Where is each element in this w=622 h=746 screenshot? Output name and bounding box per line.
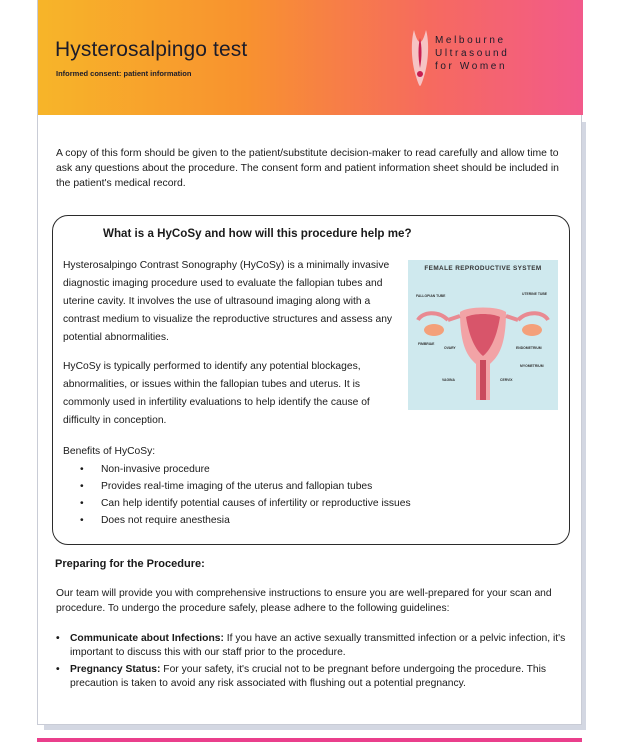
- guideline-label: Communicate about Infections:: [70, 633, 224, 644]
- logo-line-1: Melbourne: [435, 35, 506, 46]
- document-page: [37, 0, 582, 725]
- guideline-text: For your safety, it's crucial not to be pregnant before undergoing the procedure. This precaution is taken to avoid any risk associated with flushing out a potential pregnancy.: [70, 664, 547, 689]
- guidelines-list: [56, 632, 576, 694]
- intro-paragraph: A copy of this form should be given to the patient/substitute decision-maker to read carefully and allow time to ask any questions about the procedure. The consent form and patient information sheet should be included in the patient's medical record.: [56, 148, 559, 189]
- label-cervix: CERVIX: [500, 378, 513, 382]
- label-myometrium: MYOMETRIUM: [520, 364, 544, 368]
- logo-line-3: for Women: [435, 61, 508, 72]
- label-vagina: VAGINA: [442, 378, 455, 382]
- benefit-item: • Provides real-time imaging of the uterus and fallopian tubes: [63, 478, 411, 495]
- reproductive-system-diagram: [408, 260, 558, 410]
- guideline-item: [56, 663, 576, 691]
- hycosy-paragraph-2: HyCoSy is typically performed to identify any potential blockages, abnormalities, or issues within the fallopian tubes and uterus. It is commonly used in infertility evaluations to help identify the cause of difficulty in conception.: [63, 361, 370, 426]
- footer-accent-bar: [37, 738, 582, 742]
- uterus-illustration: [408, 260, 558, 410]
- benefit-item: • Non-invasive procedure: [63, 461, 411, 478]
- hycosy-info-box: [52, 215, 570, 545]
- logo-line-2: Ultrasound: [435, 48, 510, 59]
- hycosy-paragraph-1: Hysterosalpingo Contrast Sonography (HyCoSy) is a minimally invasive diagnostic imaging procedure used to evaluate the fallopian tubes and uterine cavity. It involves the use of ultrasound imaging along with a contrast medium to visualize the reproductive structures and assess any potential abnormalities.: [63, 260, 393, 343]
- guideline-label: Pregnancy Status:: [70, 664, 161, 675]
- guideline-text: If you have an active sexually transmitted infection or a pelvic infection, it's important to discuss this with our staff prior to the procedure.: [70, 633, 566, 658]
- header-banner: [38, 0, 583, 115]
- benefit-item: • Can help identify potential causes of infertility or reproductive issues: [63, 495, 411, 512]
- diagram-title: FEMALE REPRODUCTIVE SYSTEM: [424, 265, 542, 272]
- benefit-item: • Does not require anesthesia: [63, 512, 411, 529]
- logo-icon: [410, 28, 430, 88]
- preparing-heading: Preparing for the Procedure:: [55, 558, 205, 570]
- label-uterine-tube: UTERINE TUBE: [522, 292, 548, 296]
- label-fallopian-tube: FALLOPIAN TUBE: [416, 294, 446, 298]
- document-title: Hysterosalpingo test: [55, 38, 248, 61]
- guideline-item: [56, 632, 576, 660]
- label-ovary: OVARY: [444, 346, 456, 350]
- preparing-intro: Our team will provide you with comprehensive instructions to ensure you are well-prepared for your scan and procedure. To undergo the procedure safely, please adhere to the following guidelines:: [56, 588, 552, 614]
- benefits-label: Benefits of HyCoSy:: [63, 446, 156, 457]
- benefits-list: [63, 461, 411, 529]
- hycosy-heading: What is a HyCoSy and how will this procedure help me?: [103, 227, 412, 240]
- document-subtitle: Informed consent: patient information: [56, 69, 192, 78]
- label-endometrium: ENDOMETRIUM: [516, 346, 542, 350]
- logo-text: [435, 34, 509, 73]
- label-fimbriae: FIMBRIAE: [418, 342, 435, 346]
